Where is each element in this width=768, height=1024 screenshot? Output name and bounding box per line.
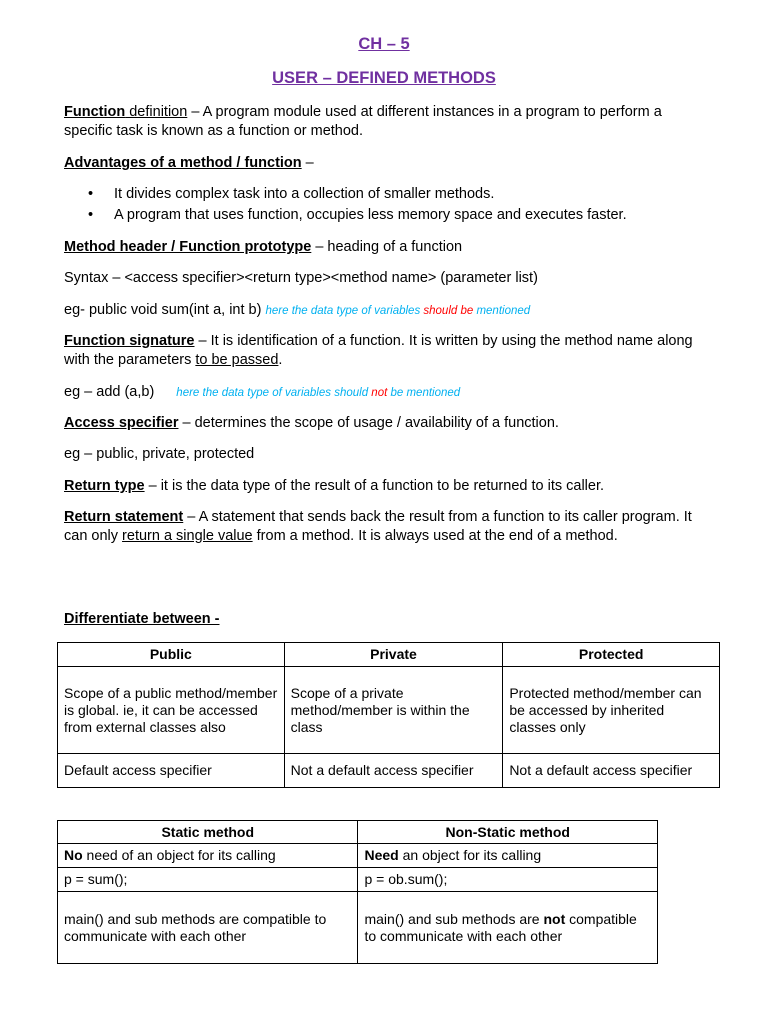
advantages-heading-line (64, 154, 714, 173)
return-statement-paragraph (64, 508, 714, 546)
table-cell: Not a default access specifier (284, 754, 503, 788)
example-3-line: eg – public, private, protected (64, 446, 255, 462)
table-row (58, 844, 658, 868)
example-2-note (176, 387, 460, 399)
method-header-line (64, 238, 714, 257)
table-cell (358, 892, 658, 964)
function-definition-term-bold: Function (64, 104, 126, 120)
table-header-row (58, 821, 658, 844)
cell-bold-text: not (543, 910, 566, 927)
table-header-cell: Private (284, 643, 503, 667)
syntax-line: Syntax – <access specifier><return type><method name> (parameter list) (64, 270, 538, 286)
table-cell (358, 844, 658, 868)
table-header-row (58, 643, 720, 667)
example-2-line (64, 383, 714, 403)
function-signature-underlined: to be passed (195, 352, 279, 368)
table-header-cell: Static method (58, 821, 358, 844)
access-specifier-line (64, 414, 714, 433)
return-statement-text: – A statement that sends back the result from a function to its caller program. It can only (64, 509, 692, 544)
cell-text: an object for its calling (398, 847, 542, 863)
table-cell: Not a default access specifier (503, 754, 720, 788)
advantages-list (88, 184, 627, 226)
cell-bold-text: Need (364, 847, 399, 863)
note-part-highlight: should be (423, 305, 474, 317)
list-item: • It divides complex task into a collection of smaller methods. (88, 184, 627, 205)
note-part: mentioned (473, 305, 531, 317)
function-signature-term: Function signature (64, 333, 195, 349)
table-cell: main() and sub methods are compatible to communicate with each other (58, 892, 358, 964)
example-2-text: eg – add (a,b) (64, 384, 155, 400)
cell-text: main() and sub methods are (364, 910, 544, 927)
table-header-cell: Protected (503, 643, 720, 667)
cell-text: compatible to communicate with each other (364, 910, 637, 944)
table-cell: p = ob.sum(); (358, 868, 658, 892)
differentiate-heading: Differentiate between - (64, 611, 220, 627)
access-specifier-text: – determines the scope of usage / availability of a function. (178, 415, 559, 431)
cell-bold-text: No (64, 847, 83, 863)
function-signature-end: . (278, 352, 283, 368)
return-statement-underlined: return a single value (122, 528, 253, 544)
return-type-text: – it is the data type of the result of a function to be returned to its caller. (144, 478, 605, 494)
static-method-table (57, 820, 658, 964)
advantages-dash: – (301, 155, 314, 171)
table-cell: Protected method/member can be accessed by inherited classes only (503, 667, 720, 754)
table-header-cell: Public (58, 643, 285, 667)
access-specifier-table (57, 642, 720, 788)
example-1-note (265, 305, 530, 317)
return-type-line (64, 477, 714, 496)
function-definition-text: – A program module used at different instances in a program to perform a specific task is known as a function or method. (64, 104, 662, 139)
table-cell: Scope of a public method/member is global. ie, it can be accessed from external classes also (58, 667, 285, 754)
method-header-text: – heading of a function (311, 239, 463, 255)
note-part-highlight: not (371, 387, 388, 399)
access-specifier-term: Access specifier (64, 415, 179, 431)
return-statement-end: from a method. It is always used at the end of a method. (252, 528, 618, 544)
note-part: here the data type of variables (265, 305, 424, 317)
return-type-term: Return type (64, 478, 145, 494)
method-header-term: Method header / Function prototype (64, 239, 312, 255)
example-1-line (64, 301, 714, 321)
page-title: USER – DEFINED METHODS (272, 69, 496, 87)
function-signature-text: – It is identification of a function. It is written by using the method name along with the parameters (64, 333, 693, 368)
note-part: be mentioned (387, 387, 461, 399)
list-item: • A program that uses function, occupies less memory space and executes faster. (88, 205, 627, 226)
table-cell: Scope of a private method/member is within the class (284, 667, 503, 754)
function-definition-term-rest: definition (125, 104, 188, 120)
table-cell (58, 844, 358, 868)
function-definition-paragraph (64, 103, 714, 141)
cell-text: need of an object for its calling (82, 847, 276, 863)
table-row (58, 868, 658, 892)
chapter-heading: CH – 5 (358, 35, 410, 53)
table-cell: p = sum(); (58, 868, 358, 892)
advantages-heading: Advantages of a method / function (64, 155, 302, 171)
return-statement-term: Return statement (64, 509, 184, 525)
table-row (58, 754, 720, 788)
note-part: here the data type of variables should (176, 387, 372, 399)
table-cell: Default access specifier (58, 754, 285, 788)
example-1-text: eg- public void sum(int a, int b) (64, 302, 262, 318)
table-header-cell: Non-Static method (358, 821, 658, 844)
function-signature-paragraph (64, 332, 714, 370)
table-row (58, 892, 658, 964)
table-row (58, 667, 720, 754)
